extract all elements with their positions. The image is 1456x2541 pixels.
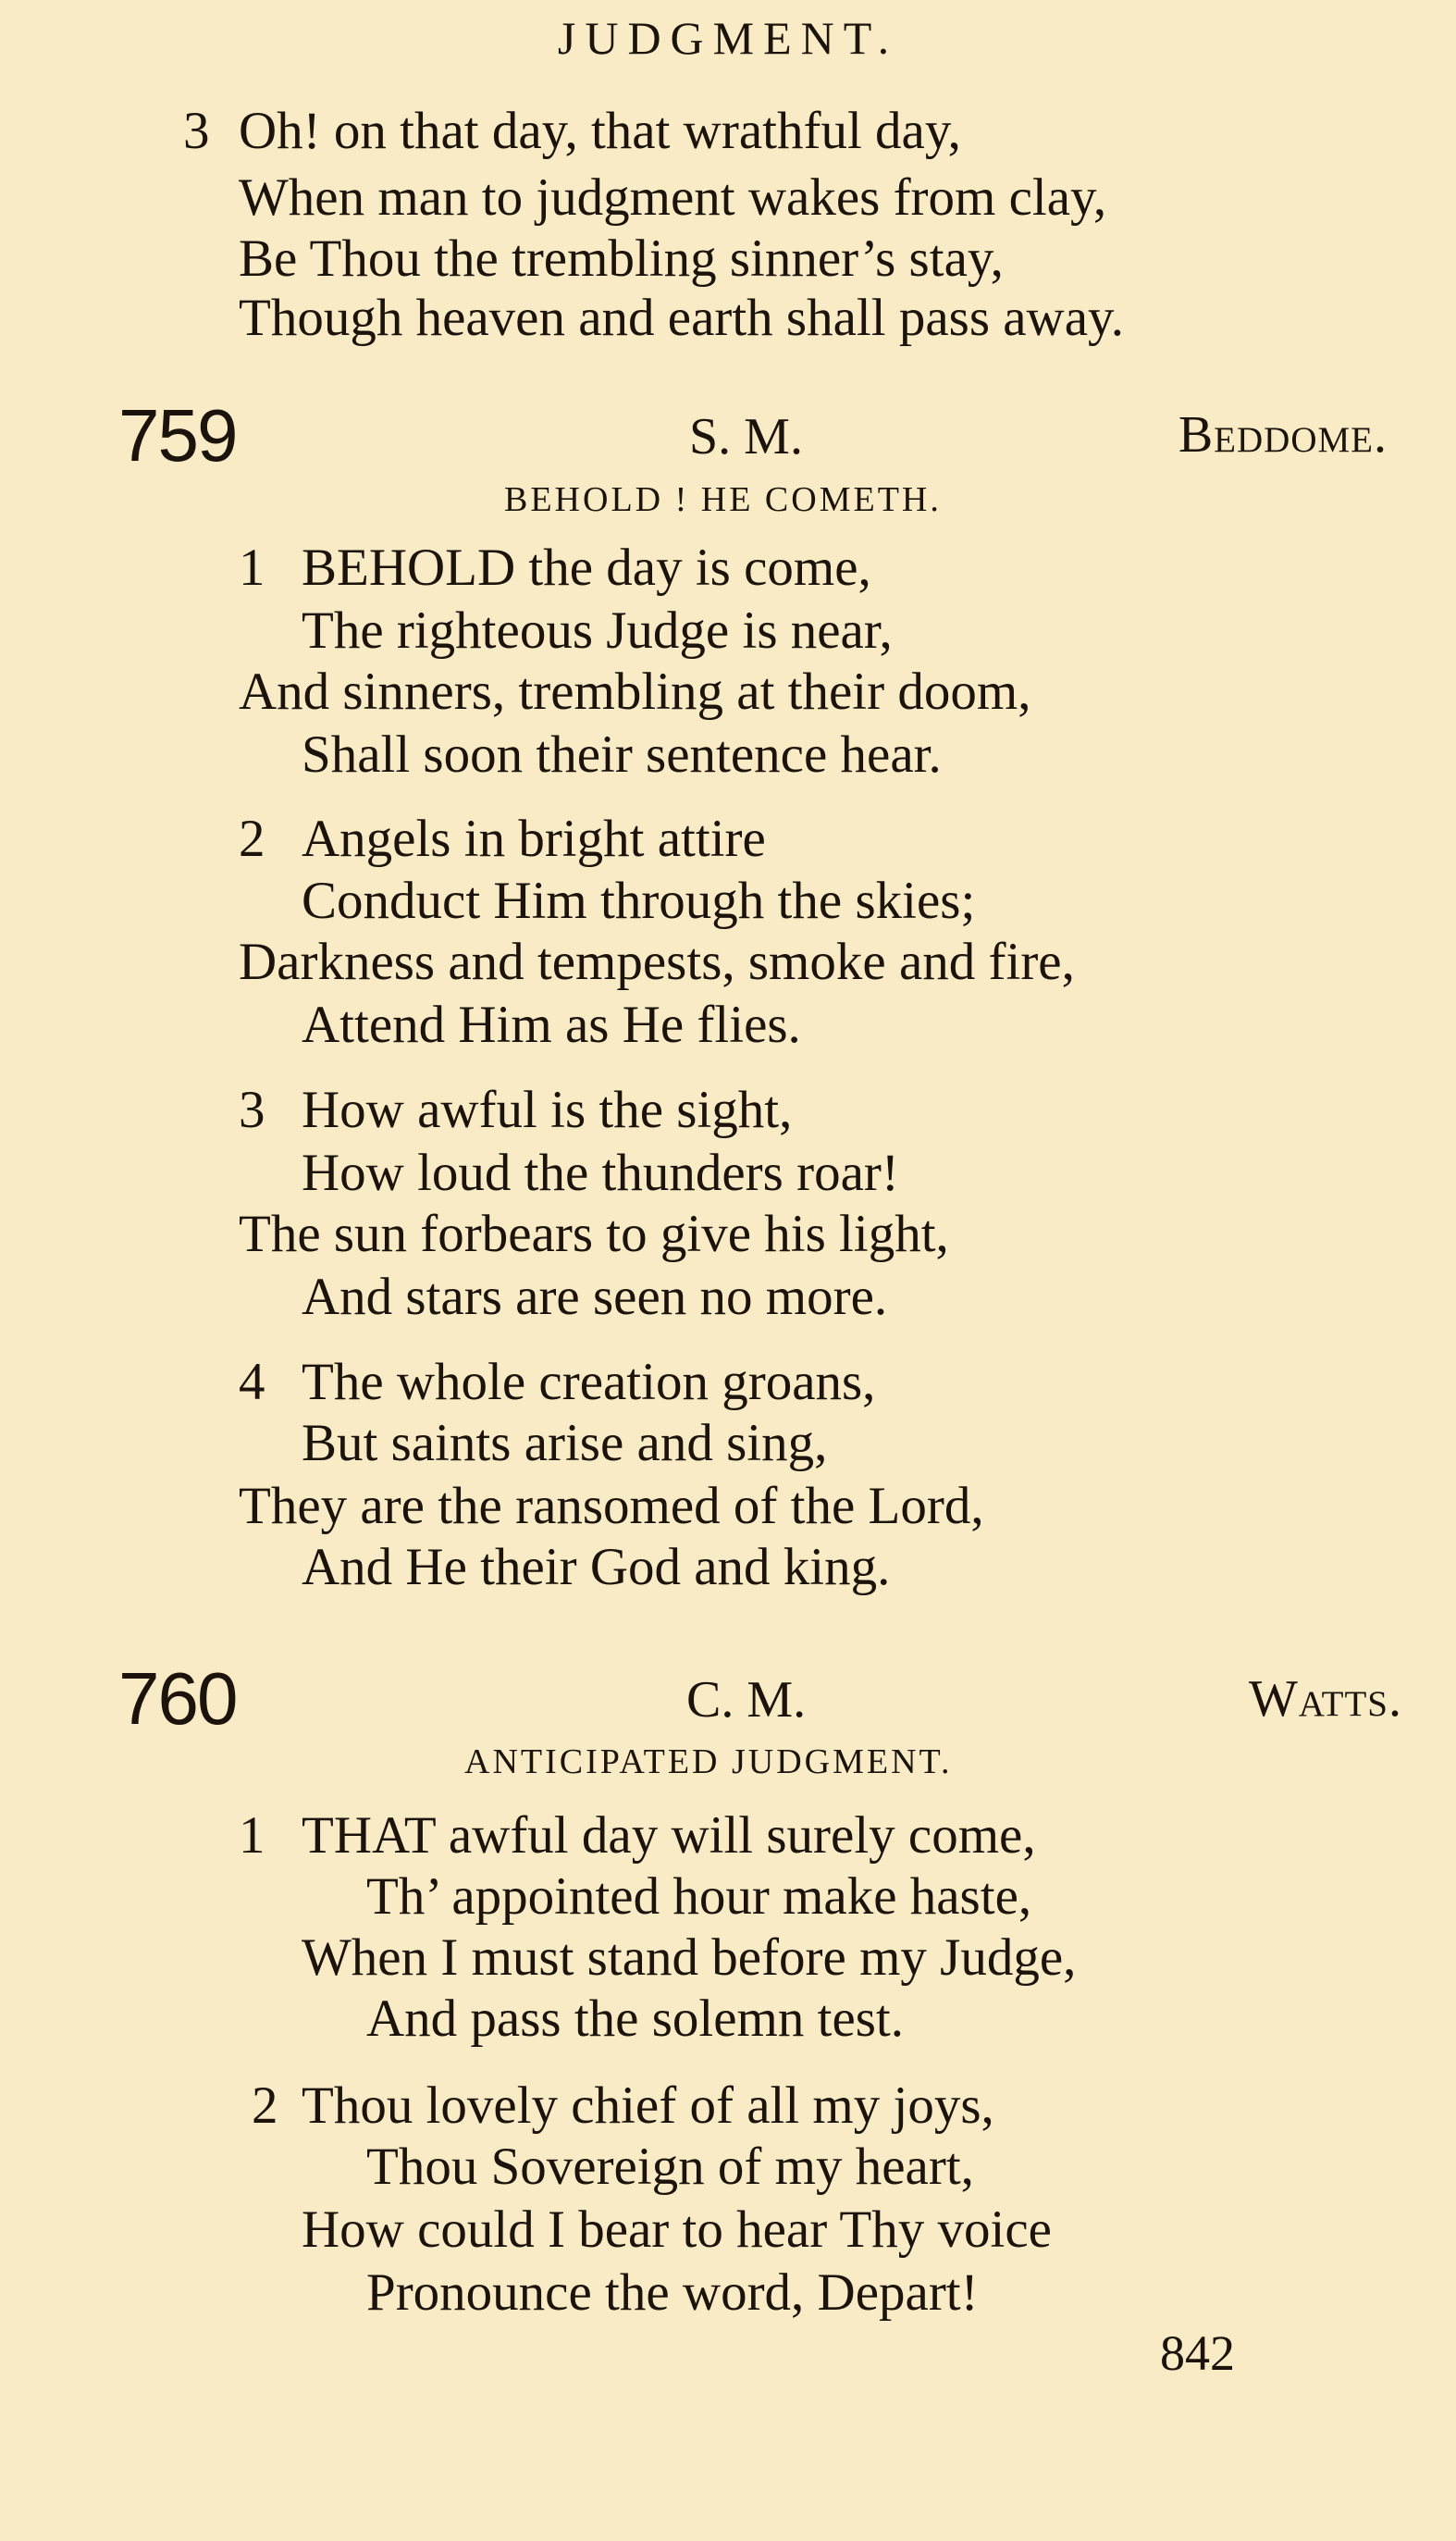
verse-line: Conduct Him through the skies;	[302, 872, 976, 930]
verse-number: 1	[239, 539, 265, 597]
verse-line: Attend Him as He flies.	[302, 996, 801, 1054]
verse-number: 4	[239, 1353, 265, 1411]
page-number: 842	[1160, 2325, 1235, 2381]
verse-line: Oh! on that day, that wrathful day,	[239, 102, 961, 160]
verse-line: And pass the solemn test.	[366, 1989, 905, 2048]
verse-line: Be Thou the trembling sinner’s stay,	[239, 229, 1004, 288]
verse-line: The sun forbears to give his light,	[239, 1205, 949, 1263]
verse-line: They are the ransomed of the Lord,	[239, 1477, 984, 1535]
verse-line: But saints arise and sing,	[302, 1414, 828, 1472]
hymn-author: Beddome.	[1178, 406, 1388, 464]
verse-line: The whole creation groans,	[302, 1353, 876, 1411]
verse-line: BEHOLD the day is come,	[302, 539, 871, 597]
hymn-subtitle: ANTICIPATED JUDGMENT.	[464, 1742, 953, 1781]
verse-line: When I must stand before my Judge,	[302, 1928, 1077, 1987]
verse-number: 3	[183, 102, 210, 160]
verse-line: Though heaven and earth shall pass away.	[239, 289, 1125, 347]
hymn-subtitle: BEHOLD ! HE COMETH.	[504, 480, 942, 519]
verse-number: 2	[252, 2076, 278, 2135]
hymn-author: Watts.	[1248, 1670, 1402, 1728]
verse-line: Thou Sovereign of my heart,	[366, 2138, 974, 2196]
verse-line: How could I bear to hear Thy voice	[302, 2200, 1052, 2259]
verse-number: 2	[239, 810, 265, 868]
verse-line: The righteous Judge is near,	[302, 601, 893, 660]
hymn-meter: C. M.	[686, 1671, 807, 1729]
verse-line: And stars are seen no more.	[302, 1268, 888, 1326]
verse-line: And sinners, trembling at their doom,	[239, 663, 1031, 721]
verse-line: When man to judgment wakes from clay,	[239, 168, 1107, 227]
verse-line: Pronounce the word, Depart!	[366, 2263, 979, 2322]
verse-line: Thou lovely chief of all my joys,	[302, 2076, 994, 2135]
hymn-number: 760	[118, 1657, 237, 1740]
verse-line: And He their God and king.	[302, 1538, 891, 1596]
verse-line: How loud the thunders roar!	[302, 1144, 899, 1202]
verse-line: Th’ appointed hour make haste,	[366, 1867, 1032, 1926]
verse-line: Darkness and tempests, smoke and fire,	[239, 933, 1075, 991]
hymn-number: 759	[118, 394, 237, 477]
verse-number: 3	[239, 1081, 265, 1139]
hymn-meter: S. M.	[689, 408, 803, 465]
verse-line: Shall soon their sentence hear.	[302, 725, 942, 784]
verse-line: THAT awful day will surely come,	[302, 1806, 1036, 1865]
verse-line: How awful is the sight,	[302, 1081, 793, 1139]
verse-number: 1	[239, 1806, 265, 1865]
running-head: JUDGMENT.	[557, 12, 899, 64]
verse-line: Angels in bright attire	[302, 810, 766, 868]
